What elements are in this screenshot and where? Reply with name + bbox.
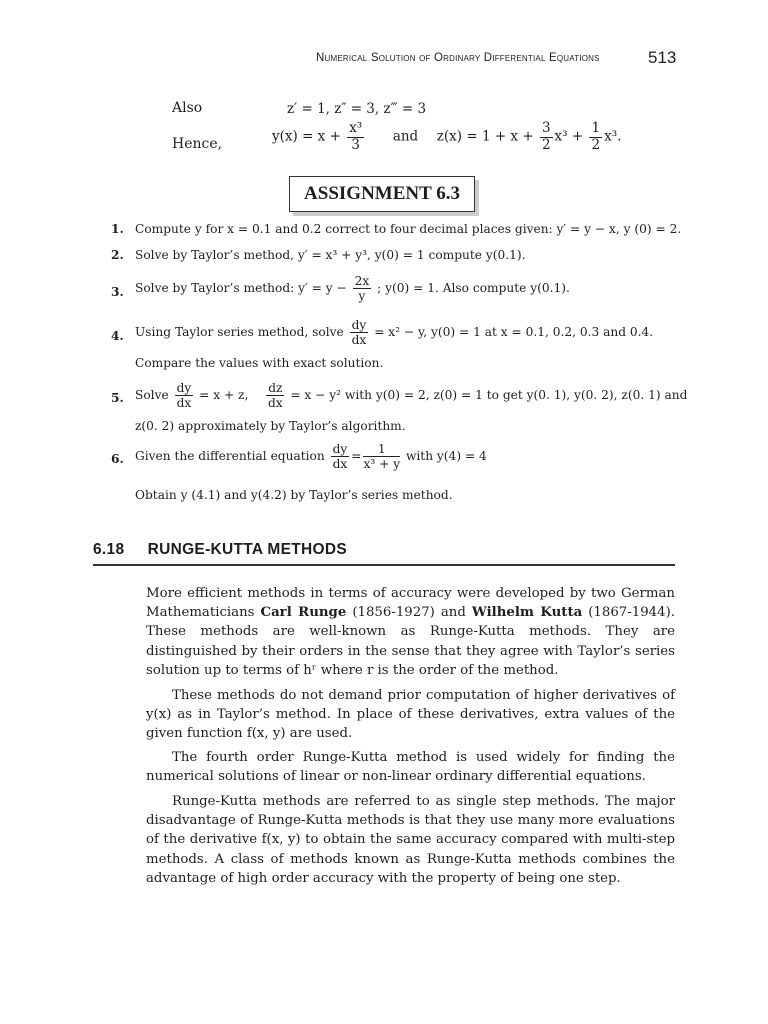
problem-text-pre: Solve by Taylor’s method: y′ = y −: [135, 281, 347, 296]
paragraph-3: [146, 748, 675, 786]
also-label: Also: [172, 100, 203, 116]
problem-number: 4.: [111, 329, 124, 343]
fraction: [331, 442, 350, 471]
fraction: [350, 318, 369, 347]
name-wilhelm-kutta: Wilhelm Kutta: [471, 605, 583, 621]
problem-text-mid: = x + z,: [199, 388, 249, 403]
fraction-denominator: dx: [332, 457, 348, 472]
fraction-numerator: dy: [332, 442, 348, 456]
solution-equations: [272, 121, 621, 153]
fraction-numerator: dy: [351, 318, 367, 332]
paragraph-text: (1867-1944). These methods are well-known as Runge-Kutta methods. They are distinguished by their orders in the sense that they agree with Taylor’s series solution up to terms of hʳ where r is the order of the method.: [146, 605, 675, 678]
problem-number: 5.: [111, 391, 124, 405]
paragraph-4: [146, 792, 675, 888]
hence-label: Hence,: [172, 136, 223, 152]
problem-text: [135, 381, 687, 410]
fraction-numerator: dy: [176, 381, 192, 395]
also-equation: z′ = 1, z″ = 3, z‴ = 3: [287, 101, 427, 117]
problem-text: Compute y for x = 0.1 and 0.2 correct to four decimal places given: y′ = y − x, y (0) = 2.: [135, 222, 682, 236]
problem-text-post: = x − y² with y(0) = 2, z(0) = 1 to get y(0. 1), y(0. 2), z(0. 1) and: [290, 388, 688, 403]
problem-text-line2: Compare the values with exact solution.: [135, 356, 384, 370]
z-solution-fraction-1: [540, 121, 553, 153]
fraction: [175, 381, 194, 410]
problem-text-pre: Solve: [135, 388, 169, 403]
z-solution-lhs: z(x) = 1 + x +: [436, 128, 534, 145]
problem-text-pre: Given the differential equation: [135, 449, 325, 464]
running-header: Numerical Solution of Ordinary Differential Equations: [316, 52, 600, 64]
fraction-denominator: 3: [351, 136, 360, 153]
paragraph-text: More efficient methods in terms of accuracy were developed by two German Mathematicians: [146, 586, 675, 621]
paragraph-text: The fourth order Runge-Kutta method is used widely for finding the numerical solutions of linear or non-linear ordinary differential equations.: [146, 750, 675, 785]
assignment-title: ASSIGNMENT 6.3: [304, 183, 460, 204]
fraction-numerator: x³: [349, 120, 363, 136]
assignment-title-box: [289, 176, 475, 212]
fraction-denominator: x³ + y: [363, 457, 401, 472]
problem-number: 2.: [111, 248, 124, 262]
z-solution-middle: x³ +: [554, 128, 584, 145]
fraction-numerator: 2x: [354, 274, 370, 288]
section-rule: [93, 564, 675, 566]
problem-text-post: = x² − y, y(0) = 1 at x = 0.1, 0.2, 0.3 and 0.4.: [374, 325, 654, 340]
and-word: and: [392, 128, 419, 145]
fraction-denominator: 2: [591, 136, 601, 153]
fraction-denominator: 2: [541, 136, 551, 153]
problem-text-line2: z(0. 2) approximately by Taylor’s algorithm.: [135, 419, 406, 433]
fraction-numerator: 1: [591, 120, 601, 136]
problem-text: [135, 274, 570, 303]
problem-text-line2: Obtain y (4.1) and y(4.2) by Taylor’s series method.: [135, 488, 453, 502]
z-solution-fraction-2: [589, 121, 602, 153]
fraction: [363, 442, 400, 471]
equals-sign: =: [351, 449, 362, 464]
section-title: RUNGE-KUTTA METHODS: [147, 541, 348, 558]
y-solution-lhs: y(x) = x +: [272, 128, 341, 145]
fraction: [353, 274, 372, 303]
fraction-denominator: dx: [351, 333, 367, 348]
fraction: [266, 381, 284, 410]
fraction-numerator: 3: [541, 120, 551, 136]
fraction-numerator: 1: [363, 442, 400, 457]
problem-text: [135, 318, 653, 347]
fraction-denominator: dx: [267, 396, 283, 411]
fraction-denominator: y: [358, 289, 366, 304]
section-heading: [93, 541, 347, 559]
fraction-denominator: dx: [176, 396, 192, 411]
page-number: 513: [648, 48, 677, 67]
fraction-numerator: dz: [268, 381, 283, 395]
paragraph-2: [146, 686, 675, 744]
problem-number: 3.: [111, 285, 124, 299]
problem-number: 6.: [111, 452, 124, 466]
paragraph-text: Runge-Kutta methods are referred to as single step methods. The major disadvantage of Runge-Kutta methods is that they use many more evaluations of the derivative f(x, y) to obtain the same accuracy compared with multi-step methods. A class of methods known as Runge-Kutta methods combines the advantage of high order accuracy with the property of being one step.: [146, 794, 675, 886]
problem-text: [135, 442, 487, 471]
problem-text-post: with y(4) = 4: [405, 449, 487, 464]
problem-number: 1.: [111, 222, 124, 236]
problem-text-pre: Using Taylor series method, solve: [135, 325, 344, 340]
y-solution-fraction: [347, 121, 364, 153]
paragraph-text: (1856-1927) and: [346, 605, 472, 621]
paragraph-text: These methods do not demand prior computation of higher derivatives of y(x) as in Taylor’s method. In place of these derivatives, extra values of the given function f(x, y) are used.: [146, 688, 675, 742]
z-solution-end: x³.: [604, 128, 622, 145]
section-number: 6.18: [93, 541, 125, 558]
problem-text-post: ; y(0) = 1. Also compute y(0.1).: [377, 281, 570, 296]
name-carl-runge: Carl Runge: [260, 605, 347, 621]
paragraph-1: [146, 584, 675, 680]
problem-text: Solve by Taylor’s method, y′ = x³ + y³, y(0) = 1 compute y(0.1).: [135, 248, 526, 262]
